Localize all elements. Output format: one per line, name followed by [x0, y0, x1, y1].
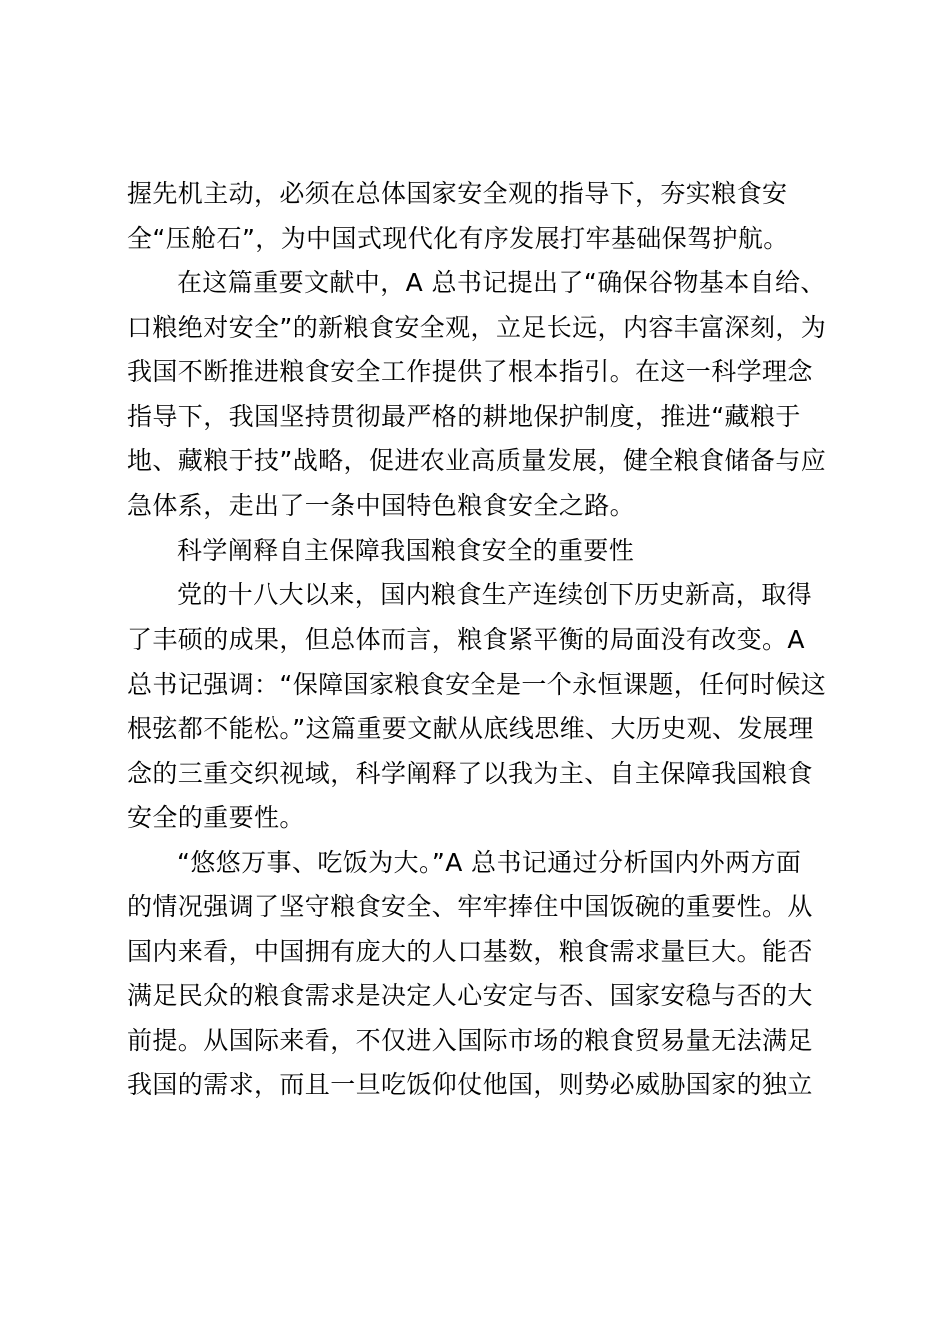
text-line: 握先机主动，必须在总体国家安全观的指导下，夯实粮食安 [127, 179, 788, 208]
text-line: 全“压舱石”，为中国式现代化有序发展打牢基础保驾护航。 [127, 224, 789, 253]
text-line: 地、藏粮于技”战略，促进农业高质量发展，健全粮食储备与应 [127, 446, 827, 475]
text-line: 根弦都不能松。”这篇重要文献从底线思维、大历史观、发展理 [127, 714, 814, 743]
text-line: 了丰硕的成果，但总体而言，粮食紧平衡的局面没有改变。A [127, 625, 805, 654]
text-line: 指导下，我国坚持贯彻最严格的耕地保护制度，推进“藏粮于 [127, 402, 801, 431]
text-line: 的情况强调了坚守粮食安全、牢牢捧住中国饭碗的重要性。从 [127, 892, 813, 921]
paragraph-first-line: 党的十八大以来，国内粮食生产连续创下历史新高，取得 [177, 580, 813, 609]
text-line: 安全的重要性。 [127, 803, 305, 832]
text-line: 我国的需求，而且一旦吃饭仰仗他国，则势必威胁国家的独立 [127, 1070, 813, 1099]
text-line: 急体系，走出了一条中国特色粮食安全之路。 [127, 491, 636, 520]
text-line: 我国不断推进粮食安全工作提供了根本指引。在这一科学理念 [127, 357, 813, 386]
text-line: 口粮绝对安全”的新粮食安全观，立足长远，内容丰富深刻，为 [127, 313, 827, 342]
paragraph-first-line: 在这篇重要文献中，A 总书记提出了“确保谷物基本自给、 [177, 268, 826, 297]
text-line: 前提。从国际来看，不仅进入国际市场的粮食贸易量无法满足 [127, 1026, 813, 1055]
text-line: 念的三重交织视域，科学阐释了以我为主、自主保障我国粮食 [127, 759, 813, 788]
text-line: 国内来看，中国拥有庞大的人口基数，粮食需求量巨大。能否 [127, 937, 813, 966]
section-heading: 科学阐释自主保障我国粮食安全的重要性 [177, 536, 635, 565]
text-line: 满足民众的粮食需求是决定人心安定与否、国家安稳与否的大 [127, 981, 813, 1010]
paragraph-first-line: “悠悠万事、吃饭为大。”A 总书记通过分析国内外两方面 [177, 848, 802, 877]
text-line: 总书记强调：“保障国家粮食安全是一个永恒课题，任何时候这 [127, 670, 827, 699]
